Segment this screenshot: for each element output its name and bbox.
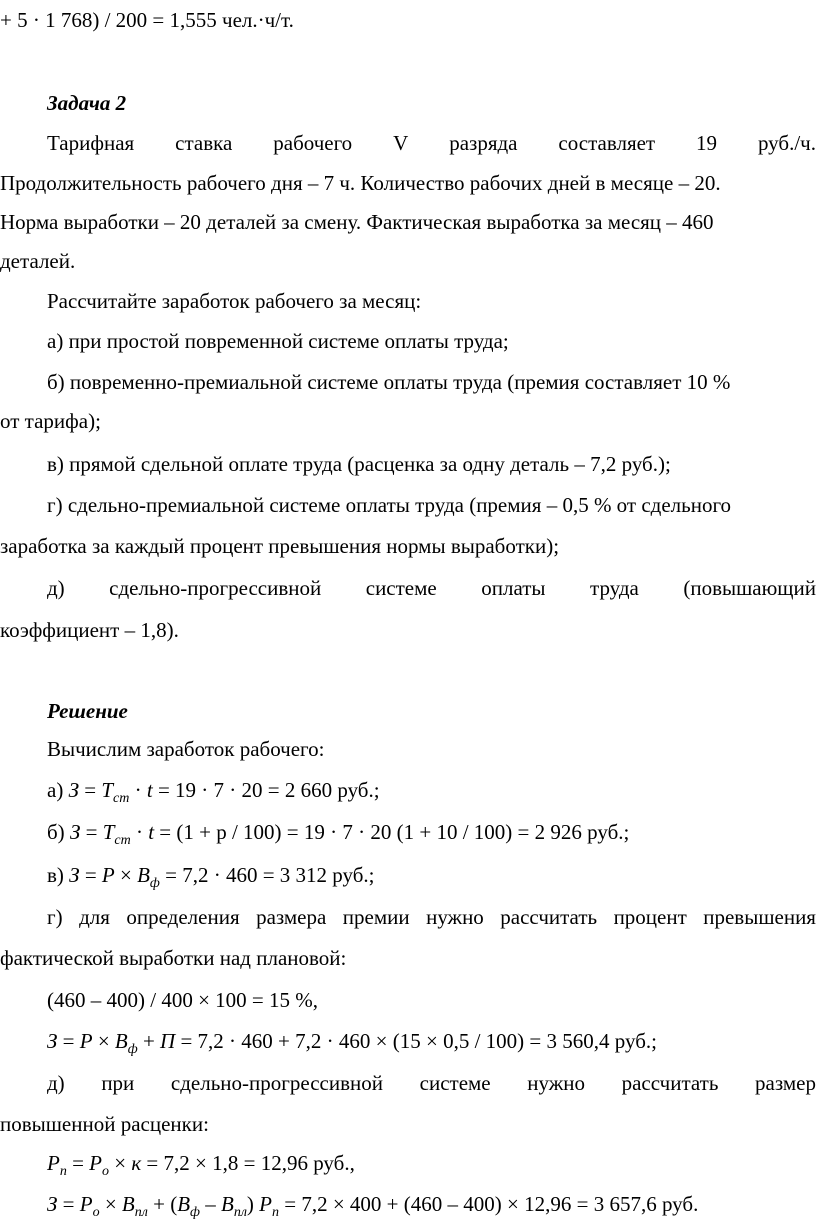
task-question: Рассчитайте заработок рабочего за месяц: [47, 289, 422, 313]
word: процент [613, 905, 687, 929]
word: для [79, 905, 110, 929]
task-item-d-line-1: г) сдельно-премиальной системе оплаты труда (премия – 0,5 % от сдельного [47, 493, 732, 517]
solution-f-line-1: $Р_п = Р_о \times к = 7,2 \times 1,8 = 12,96$ руб., [47, 1151, 355, 1180]
word: 19 [696, 131, 718, 155]
word: нужно [426, 905, 484, 929]
word: сдельно-прогрессивной [109, 576, 322, 600]
task-item-c: в) прямой сдельной оплате труда (расценка за одну деталь – 7,2 руб.); [47, 452, 671, 476]
solution-c: в) $З = Р \times В_ф = 7,2 \cdot 460 = 3$ 312 руб.; [47, 863, 375, 892]
word: V [393, 131, 409, 155]
word: сдельно-прогрессивной [170, 1071, 384, 1095]
task-item-e-line-1 [47, 574, 816, 602]
word: оплаты [481, 576, 546, 600]
task-paragraph-line-4: деталей. [0, 249, 76, 273]
task-item-a: а) при простой повременной системе оплаты труда; [47, 329, 509, 353]
solution-intro: Вычислим заработок рабочего: [47, 737, 325, 761]
task-paragraph-line-2: Продолжительность рабочего дня – 7 ч. Количество рабочих дней в месяце – 20. [0, 171, 721, 195]
task-item-b-line-2: от тарифа); [0, 409, 101, 433]
word: премии [342, 905, 410, 929]
solution-f-line-2: $З = Р_о \times В_{пл} + (В_ф - В_{пл}) Р_п = 7,2 \times 400 + (460 - 400) \times 12,96 = 3$ 657,6 руб. [47, 1192, 699, 1221]
word: определения [126, 905, 240, 929]
solution-d-line-3: (460 – 400) / 400 × 100 = 15 %, [47, 988, 319, 1012]
task-item-d-line-2: заработка за каждый процент превышения нормы выработки); [0, 534, 560, 558]
solution-d-line-4: $З = Р \times В_ф + П = 7,2 \cdot 460 + 7,2 \cdot 460 \times (15 \times 0,5 / 100) = 3$ 560,4 руб.; [47, 1029, 657, 1058]
word: д) [47, 576, 65, 600]
solution-e-line-2: повышенной расценки: [0, 1112, 209, 1136]
word: системе [419, 1071, 491, 1095]
word: размера [256, 905, 327, 929]
solution-d-line-1 [47, 903, 816, 931]
task-item-b-line-1: б) повременно-премиальной системе оплаты труда (премия составляет 10 % [47, 370, 731, 394]
word: рассчитать [621, 1071, 719, 1095]
word: д) [47, 1071, 65, 1095]
word: рассчитать [500, 905, 598, 929]
word: составляет [558, 131, 656, 155]
solution-e-line-1 [47, 1069, 816, 1097]
word: г) [47, 905, 63, 929]
word: системе [365, 576, 437, 600]
task-paragraph-line-3: Норма выработки – 20 деталей за смену. Фактическая выработка за месяц – 460 [0, 210, 714, 234]
solution-b: б) $З = Т_{ст} \cdot t = (1 + р / 100) = 19 \cdot 7 \cdot 20$ (1 + 10 / 100) = 2 926 руб.; [47, 820, 630, 849]
solution-title: Решение [47, 699, 128, 723]
word: руб./ч. [757, 131, 816, 155]
word: при [101, 1071, 135, 1095]
task-title: Задача 2 [47, 91, 127, 115]
solution-a: а) $З = Т_{ст} \cdot t = 19 \cdot 7 \cdot 20 = 2$ 660 руб.; [47, 778, 380, 807]
word: превышения [703, 905, 816, 929]
word: Тарифная [47, 131, 135, 155]
word: нужно [527, 1071, 585, 1095]
word: рабочего [273, 131, 353, 155]
word: (повышающий [683, 576, 816, 600]
intro-line: + 5 · 1 768) / 200 = 1,555 чел.·ч/т. [0, 8, 294, 32]
word: труда [590, 576, 639, 600]
word: разряда [449, 131, 518, 155]
solution-d-line-2: фактической выработки над плановой: [0, 946, 347, 970]
task-item-e-line-2: коэффициент – 1,8). [0, 618, 179, 642]
task-paragraph-line-1 [47, 129, 816, 157]
word: размер [755, 1071, 816, 1095]
word: ставка [175, 131, 233, 155]
